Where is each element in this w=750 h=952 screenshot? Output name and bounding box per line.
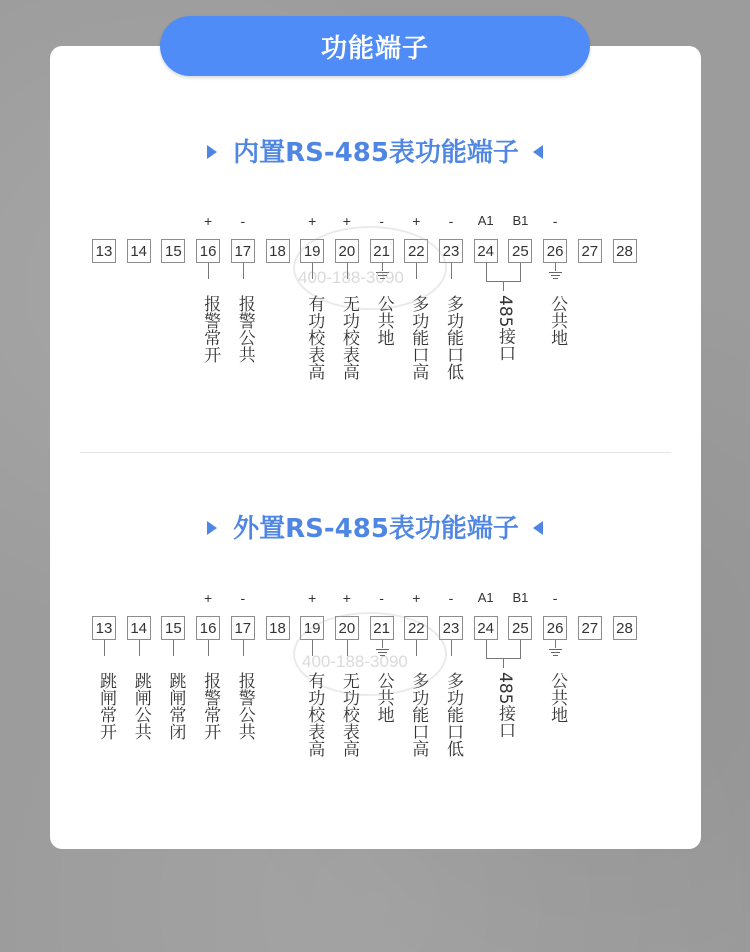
connector-line [555,640,556,648]
connector-line [139,640,140,656]
terminal-16: 16 [196,239,220,263]
polarity-20: + [342,590,351,606]
connector-line [486,640,487,658]
label-terminal-14: 跳闸公共 [130,672,151,740]
label-terminal-23: 多功能口低 [443,672,463,757]
polarity-17: - [240,213,246,229]
label-terminal-21: 公共地 [373,672,394,723]
ground-icon [549,272,562,281]
label-485-interface: 485接口 [495,295,515,362]
terminal-23: 23 [439,616,463,640]
watermark-text: 400-188-3090 [298,268,404,287]
terminal-23: 23 [439,239,463,263]
watermark-seal [293,612,447,696]
terminal-18: 18 [266,239,290,263]
connector-line [451,640,452,656]
terminal-24: 24 [474,616,498,640]
terminal-21: 21 [370,239,394,263]
connector-line [208,263,209,279]
polarity-24: A1 [477,213,494,228]
ground-icon [549,649,562,658]
label-terminal-20: 无功校表高 [338,295,359,380]
label-terminal-26: 公共地 [547,672,568,723]
terminal-21: 21 [370,616,394,640]
polarity-20: + [342,213,351,229]
connector-line [503,281,504,291]
terminal-24: 24 [474,239,498,263]
terminal-16: 16 [196,616,220,640]
page-title-banner [160,16,590,76]
polarity-16: + [204,213,213,229]
terminal-27: 27 [578,616,602,640]
triangle-right-icon [207,521,217,535]
polarity-26: - [552,213,558,229]
connector-line [555,263,556,271]
terminal-14: 14 [127,616,151,640]
terminal-13: 13 [92,239,116,263]
polarity-16: + [204,590,213,606]
terminal-26: 26 [543,616,567,640]
label-terminal-21: 公共地 [373,295,394,346]
triangle-left-icon [533,145,543,159]
polarity-17: - [240,590,246,606]
watermark-text: 400-188-3090 [302,652,408,671]
polarity-23: - [448,213,454,229]
terminal-27: 27 [578,239,602,263]
terminal-19: 19 [300,616,324,640]
label-terminal-20: 无功校表高 [338,672,359,757]
terminal-19: 19 [300,239,324,263]
terminal-17: 17 [231,616,255,640]
terminal-20: 20 [335,616,359,640]
connector-line [486,263,487,281]
terminal-28: 28 [613,616,637,640]
label-terminal-22: 多功能口高 [408,295,429,380]
watermark-seal [293,226,447,310]
polarity-21: - [379,213,384,229]
connector-line [104,640,105,656]
connector-line [520,263,521,281]
polarity-19: + [308,590,317,606]
connector-line [243,263,244,279]
label-terminal-13: 跳闸常开 [96,672,116,740]
terminal-25: 25 [508,239,532,263]
terminal-22: 22 [404,239,428,263]
page-title: 功能端子 [320,33,429,64]
triangle-right-icon [207,145,217,159]
section-title-text: 内置RS-485表功能端子 [233,138,519,168]
connector-line [173,640,174,656]
connector-line [451,263,452,279]
label-terminal-17: 报警公共 [234,672,255,740]
terminal-15: 15 [161,616,185,640]
section-title-internal [0,132,750,169]
terminal-13: 13 [92,616,116,640]
label-terminal-23: 多功能口低 [443,295,463,380]
label-terminal-22: 多功能口高 [408,672,429,757]
terminal-25: 25 [508,616,532,640]
label-terminal-15: 跳闸常闭 [165,672,186,740]
terminal-15: 15 [161,239,185,263]
polarity-25: B1 [512,213,529,228]
terminal-20: 20 [335,239,359,263]
terminal-28: 28 [613,239,637,263]
label-terminal-19: 有功校表高 [304,295,325,380]
label-terminal-17: 报警公共 [234,295,255,363]
polarity-22: + [412,590,421,606]
polarity-23: - [448,590,454,606]
label-terminal-26: 公共地 [547,295,568,346]
connector-line [208,640,209,656]
terminal-22: 22 [404,616,428,640]
terminal-26: 26 [543,239,567,263]
label-terminal-16: 报警常开 [200,295,221,363]
triangle-left-icon [533,521,543,535]
label-terminal-16: 报警常开 [200,672,221,740]
connector-line [503,658,504,668]
section-title-text: 外置RS-485表功能端子 [233,514,519,544]
section-divider [80,452,671,453]
terminal-14: 14 [127,239,151,263]
connector-line [243,640,244,656]
label-485-interface: 485接口 [495,672,515,739]
polarity-24: A1 [477,590,494,605]
connector-line [520,640,521,658]
label-terminal-19: 有功校表高 [304,672,325,757]
polarity-26: - [552,590,558,606]
polarity-25: B1 [512,590,529,605]
terminal-18: 18 [266,616,290,640]
terminal-17: 17 [231,239,255,263]
polarity-22: + [412,213,421,229]
polarity-19: + [308,213,317,229]
section-title-external [0,508,750,545]
polarity-21: - [379,590,384,606]
